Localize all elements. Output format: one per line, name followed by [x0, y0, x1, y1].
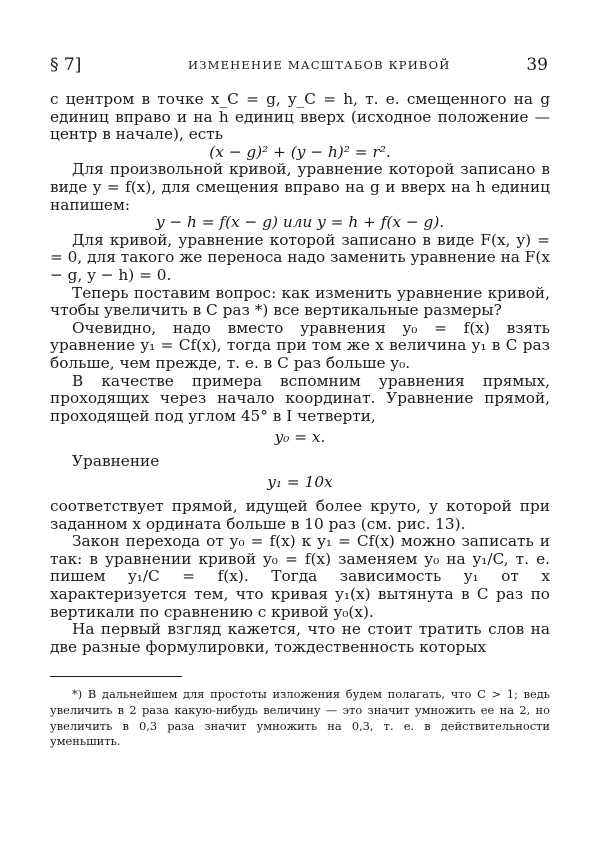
paragraph: с центром в точке x_C = g, y_C = h, т. е. смещенного на g единиц вправо и на h единиц вверх (исходное положение — центр в начале), есть	[50, 90, 550, 144]
paragraph: В качестве примера вспомним уравнения прямых, проходящих через начало координат. Уравнение прямой, проходящей под углом 45° в I четверти,	[50, 371, 550, 425]
paragraph: Для произвольной кривой, уравнение которой записано в виде y = f(x), для смещения вправо на g и вверх на h единиц напишем:	[50, 160, 550, 214]
book-page	[50, 55, 550, 750]
page-number: 39	[526, 55, 548, 75]
paragraph: Закон перехода от y₀ = f(x) к y₁ = Cf(x) можно записать и так: в уравнении кривой y₀ = f(x) заменяем y₀ на y₁/C, т. е. пишем y₁/C = f(x). Тогда зависимость y₁ от x характеризуется тем, что кривая y₁(x) вытянута в C раз по вертикали по сравнению с кривой y₀(x).	[50, 532, 550, 621]
formula-circle: (x − g)² + (y − h)² = r².	[209, 142, 391, 161]
paragraph: соответствует прямой, идущей более круто, у которой при заданном x ордината больше в 10 раз (см. рис. 13).	[50, 497, 550, 533]
footnote-rule	[50, 676, 182, 677]
paragraph: На первый взгляд кажется, что не стоит тратить слов на две разные формулировки, тождественность которых	[50, 620, 550, 656]
paragraph: Теперь поставим вопрос: как изменить уравнение кривой, чтобы увеличить в C раз *) все вертикальные размеры?	[50, 283, 550, 320]
page-header	[50, 55, 550, 79]
page-body	[50, 91, 550, 656]
formula-y1: y₁ = 10x	[267, 473, 333, 492]
paragraph: Для кривой, уравнение которой записано в виде F(x, y) = = 0, для такого же переноса надо заменить уравнение на F(x − g, y − h) = 0.	[50, 230, 550, 284]
formula-y0: y₀ = x.	[274, 428, 326, 447]
formula-shift: y − h = f(x − g) или y = h + f(x − g).	[155, 213, 445, 232]
section-number: § 7]	[50, 55, 82, 75]
paragraph: Уравнение	[72, 451, 160, 470]
footnote: *) В дальнейшем для простоты изложения будем полагать, что C > 1; ведь увеличить в 2 раза какую-нибудь величину — это значит умножить ее на 2, но увеличить в 0,3 раза значит умножить на 0,3, т. е. в действительности уменьшить.	[50, 687, 550, 749]
running-title: ИЗМЕНЕНИЕ МАСШТАБОВ КРИВОЙ	[188, 58, 451, 72]
paragraph: Очевидно, надо вместо уравнения y₀ = f(x) взять уравнение y₁ = Cf(x), тогда при том же x величина y₁ в C раз больше, чем прежде, т. е. в C раз больше y₀.	[50, 318, 550, 372]
